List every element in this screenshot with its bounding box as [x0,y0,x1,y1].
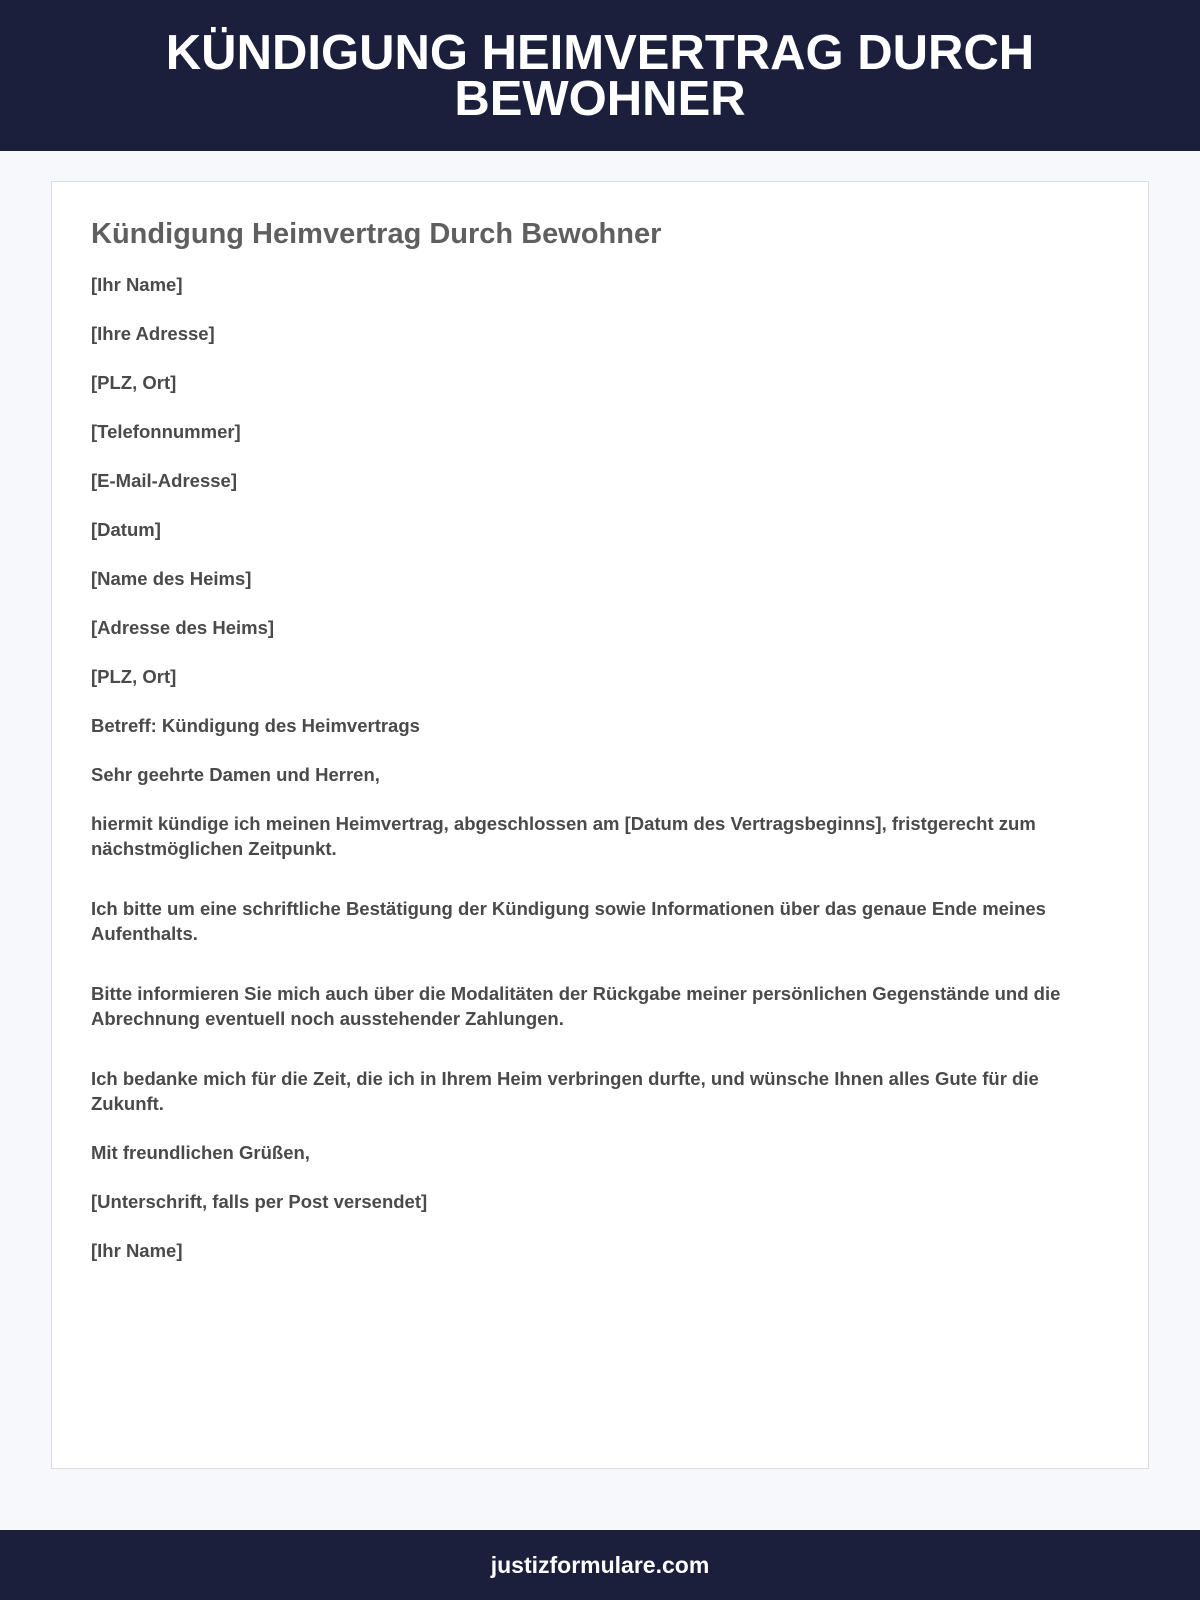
footer-site-link[interactable]: justizformulare.com [490,1551,710,1578]
sender-phone: [Telefonnummer] [91,421,241,442]
sender-address: [Ihre Adresse] [91,323,215,344]
body-paragraph: hiermit kündige ich meinen Heimvertrag, abgeschlossen am [Datum des Vertragsbeginns], fristgerecht zum nächstmöglichen Zeitpunkt. [91,813,1036,859]
sender-name: [Ihr Name] [91,274,183,295]
body-paragraph: Ich bedanke mich für die Zeit, die ich in Ihrem Heim verbringen durfte, und wünsche Ihnen alles Gute für die Zukunft. [91,1068,1039,1114]
sender-block [91,273,1109,543]
recipient-address: [Adresse des Heims] [91,617,275,638]
document-card [51,181,1149,1469]
salutation-block [91,763,1109,788]
closing-greeting: Mit freundlichen Grüßen, [91,1141,310,1163]
page-header [0,0,1200,151]
closing-block [91,1141,1109,1264]
subject-line: Betreff: Kündigung des Heimvertrags [91,715,420,736]
signature-placeholder: [Unterschrift, falls per Post versendet] [91,1190,428,1212]
subject-block [91,714,1109,739]
salutation: Sehr geehrte Damen und Herren, [91,764,380,785]
body-block [91,812,1109,1116]
closing-name: [Ihr Name] [91,1239,183,1261]
recipient-block [91,567,1109,690]
page-title: KÜNDIGUNG HEIMVERTRAG DURCH BEWOHNER [165,25,1035,126]
body-paragraph: Bitte informieren Sie mich auch über die Modalitäten der Rückgabe meiner persönlichen Gegenstände und die Abrechnung eventuell noch ausstehender Zahlungen. [91,983,1061,1029]
sender-city: [PLZ, Ort] [91,372,177,393]
body-paragraph: Ich bitte um eine schriftliche Bestätigung der Kündigung sowie Informationen über das genaue Ende meines Aufenthalts. [91,898,1046,944]
sender-date: [Datum] [91,519,161,540]
page-footer [0,1530,1200,1600]
document-heading: Kündigung Heimvertrag Durch Bewohner [91,218,662,250]
sender-email: [E-Mail-Adresse] [91,470,237,491]
recipient-city: [PLZ, Ort] [91,666,177,687]
recipient-name: [Name des Heims] [91,568,252,589]
